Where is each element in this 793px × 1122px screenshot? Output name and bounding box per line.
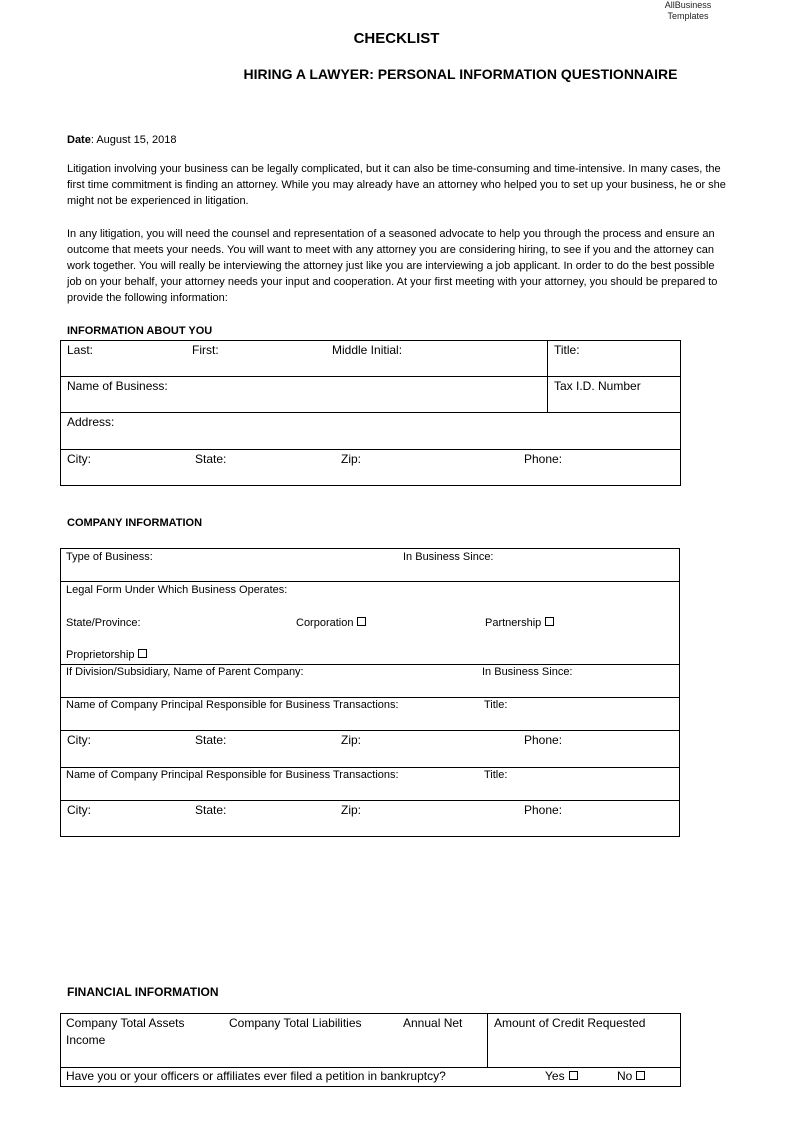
type-of-business-cell[interactable] [61, 549, 680, 582]
business-name-label: Name of Business: [67, 379, 168, 393]
legal-form-cell[interactable] [61, 582, 680, 665]
first-label: First: [192, 343, 219, 357]
intro-paragraph-1: Litigation involving your business can be legally complicated, but it can also be time-consuming and time-intensive. In many cases, the first time commitment is finding an attorney. While you may already have an attorney who helped you to set up your business, he or she might not be experienced in litigation. [67, 163, 726, 207]
proprietorship-label: Proprietorship [66, 649, 135, 661]
state-2-label: State: [195, 803, 227, 817]
bankruptcy-question: Have you or your officers or affiliates ever filed a petition in bankruptcy? [66, 1069, 446, 1083]
principal-1-city-row[interactable] [61, 731, 680, 768]
zip-label: Zip: [341, 452, 362, 466]
page-subtitle: HIRING A LAWYER: PERSONAL INFORMATION QUESTIONNAIRE [243, 66, 678, 82]
bankruptcy-no-option[interactable] [617, 1069, 645, 1083]
address-label: Address: [67, 415, 115, 429]
income-label: Income [66, 1033, 106, 1047]
no-checkbox[interactable] [636, 1071, 645, 1080]
financial-info-table [60, 1013, 681, 1087]
middle-initial-label: Middle Initial: [332, 343, 403, 357]
date-value: : August 15, 2018 [90, 134, 177, 146]
principal-2-title-label: Title: [484, 769, 508, 781]
total-liabilities-label: Company Total Liabilities [229, 1016, 362, 1030]
page-title: CHECKLIST [353, 30, 440, 47]
credit-requested-label: Amount of Credit Requested [494, 1016, 646, 1030]
section-heading-company-info: COMPANY INFORMATION [67, 517, 203, 529]
brand-line-2: Templates [667, 11, 709, 21]
parent-company-cell[interactable] [61, 665, 680, 698]
yes-checkbox[interactable] [569, 1071, 578, 1080]
proprietorship-option[interactable] [66, 649, 147, 661]
state-province-label: State/Province: [66, 617, 141, 629]
address-cell[interactable] [61, 413, 681, 450]
total-assets-label: Company Total Assets [66, 1016, 185, 1030]
principal-1-label: Name of Company Principal Responsible for Business Transactions: [66, 699, 399, 711]
name-cell[interactable] [61, 341, 548, 377]
assets-liabilities-cell[interactable] [61, 1014, 488, 1068]
bankruptcy-row [61, 1068, 681, 1087]
date-line [67, 134, 176, 146]
principal-2-city-row[interactable] [61, 801, 680, 837]
principal-1-cell[interactable] [61, 698, 680, 731]
section-heading-info-about-you: INFORMATION ABOUT YOU [67, 325, 213, 337]
proprietorship-checkbox[interactable] [138, 649, 147, 658]
intro-paragraph-2: In any litigation, you will need the counsel and representation of a seasoned advocate to help you through the process and ensure an outcome that meets your needs. You will want to meet with any attorney you are considering hiring, to see if you and the attorney can work together. You will really be interviewing the attorney just like you are interviewing a job applicant. In order to do the best possible job on your behalf, your attorney needs your input and cooperation. At your first meeting with your attorney, you should be prepared to provide the following information: [67, 228, 718, 304]
corporation-checkbox[interactable] [357, 617, 366, 626]
city-2-label: City: [67, 803, 91, 817]
title-label: Title: [554, 343, 580, 357]
city-row-cell[interactable] [61, 450, 681, 486]
tax-id-label: Tax I.D. Number [554, 379, 641, 393]
credit-requested-cell[interactable] [488, 1014, 681, 1068]
company-info-table [60, 548, 680, 837]
business-name-cell[interactable] [61, 377, 548, 413]
bankruptcy-yes-option[interactable] [545, 1069, 578, 1083]
date-label: Date [67, 134, 91, 146]
corporation-label: Corporation [296, 617, 354, 629]
in-business-since-2-label: In Business Since: [482, 666, 573, 678]
last-label: Last: [67, 343, 94, 357]
phone-1-label: Phone: [524, 733, 563, 747]
tax-id-cell[interactable] [548, 377, 681, 413]
title-cell[interactable] [548, 341, 681, 377]
city-1-label: City: [67, 733, 91, 747]
city-label: City: [67, 452, 91, 466]
partnership-label: Partnership [485, 617, 542, 629]
parent-company-label: If Division/Subsidiary, Name of Parent Company: [66, 666, 304, 678]
yes-label: Yes [545, 1069, 565, 1083]
zip-2-label: Zip: [341, 803, 362, 817]
brand-logo [648, 0, 728, 22]
principal-2-cell[interactable] [61, 768, 680, 801]
state-1-label: State: [195, 733, 227, 747]
partnership-option[interactable] [485, 617, 554, 629]
legal-form-label: Legal Form Under Which Business Operates: [66, 584, 288, 596]
no-label: No [617, 1069, 633, 1083]
zip-1-label: Zip: [341, 733, 362, 747]
principal-2-label: Name of Company Principal Responsible for Business Transactions: [66, 769, 399, 781]
corporation-option[interactable] [296, 617, 366, 629]
annual-net-label: Annual Net [403, 1016, 463, 1030]
type-of-business-label: Type of Business: [66, 551, 153, 563]
brand-line-1: AllBusiness [664, 0, 712, 10]
principal-1-title-label: Title: [484, 699, 508, 711]
state-label: State: [195, 452, 227, 466]
partnership-checkbox[interactable] [545, 617, 554, 626]
phone-2-label: Phone: [524, 803, 563, 817]
info-about-you-table [60, 340, 681, 486]
phone-label: Phone: [524, 452, 563, 466]
in-business-since-label: In Business Since: [403, 551, 494, 563]
section-heading-financial-info: FINANCIAL INFORMATION [67, 985, 219, 999]
